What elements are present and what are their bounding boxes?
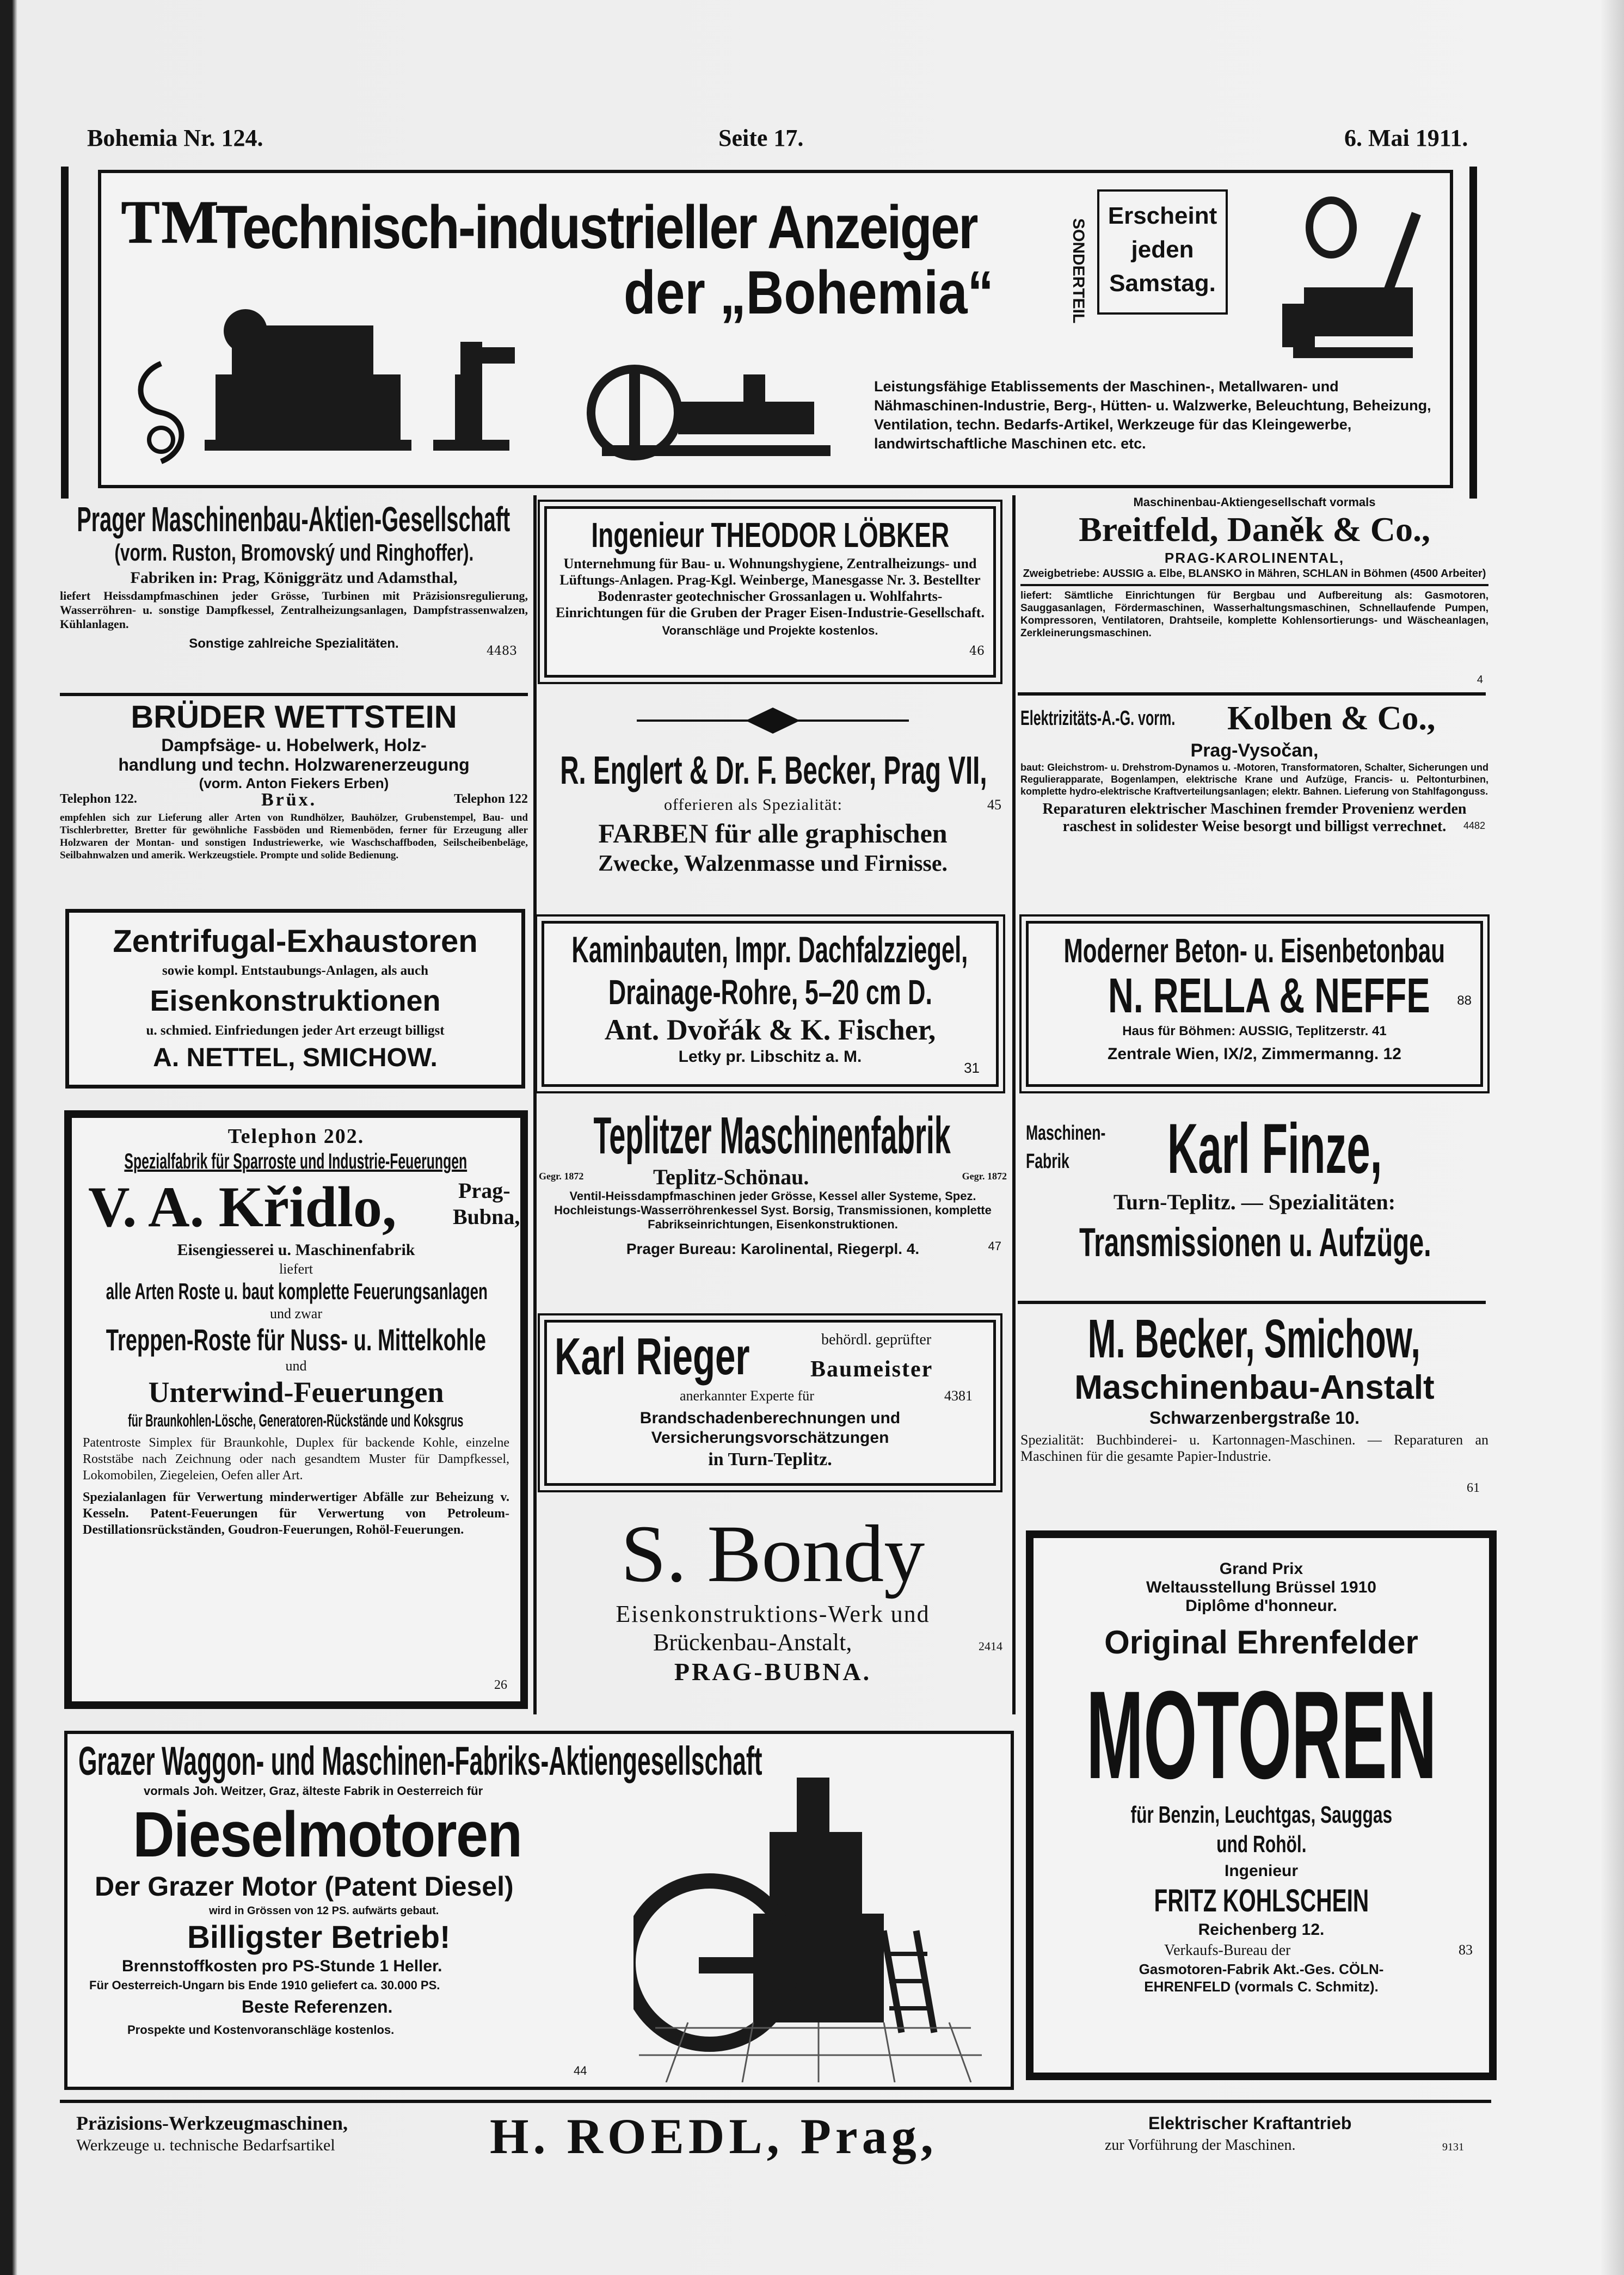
ad-englert-offer-row bbox=[539, 794, 1007, 817]
ad-motoren-line11: EHRENFELD (vormals C. Schmitz). bbox=[1144, 1978, 1379, 1995]
ad-finze-name: Karl Finze, bbox=[1167, 1110, 1382, 1186]
footer-right-line2: zur Vorführung der Maschinen. bbox=[1105, 2137, 1296, 2154]
ad-lobker-footer: Voranschläge und Projekte kostenlos. bbox=[662, 624, 878, 637]
ad-becker-number: 61 bbox=[1467, 1481, 1480, 1495]
ad-prager-body: liefert Heissdampfmaschinen jeder Grösse, Turbinen mit Präzisionsregulierung, Wasserröhren- u. sonstige Dampfkessel, Zentralheizungsanlagen, Dampfstrassenwalzen, Kühlanlagen. bbox=[60, 589, 528, 631]
ad-englert bbox=[539, 702, 1007, 898]
ad-motoren-line5: für Benzin, Leuchtgas, Sauggas bbox=[1130, 1801, 1393, 1828]
banner-right-bar bbox=[1469, 167, 1477, 499]
ad-grazer-title: Grazer Waggon- und Maschinen-Fabriks-Aktiengesellschaft bbox=[78, 1738, 762, 1784]
ad-prager-title: Prager Maschinenbau-Aktien-Gesellschaft bbox=[77, 500, 510, 539]
ad-dvorak bbox=[542, 921, 999, 1087]
ad-rella-central: Zentrale Wien, IX/2, Zimmermanng. 12 bbox=[1108, 1045, 1401, 1063]
ad-rella bbox=[1026, 921, 1483, 1087]
ad-englert-number: 45 bbox=[987, 797, 1001, 813]
ad-dvorak-line1: Kaminbauten, Impr. Dachfalzziegel, bbox=[571, 929, 968, 970]
ad-wettstein-phone-row bbox=[60, 792, 528, 811]
ad-wettstein-city: Brüx. bbox=[261, 790, 317, 810]
ad-becker-line2: Schwarzenbergstraße 10. bbox=[1149, 1408, 1360, 1428]
ad-kridlo-name: V. A. Křidlo, bbox=[88, 1175, 397, 1239]
ad-wettstein bbox=[60, 699, 528, 901]
ad-kridlo bbox=[64, 1110, 528, 1709]
ad-nettel-line3: u. schmied. Einfriedungen jeder Art erzeugt billigst bbox=[146, 1023, 445, 1038]
ad-nettel-title: Zentrifugal-Exhaustoren bbox=[113, 924, 478, 959]
ad-motoren-line3: Diplôme d'honneur. bbox=[1185, 1597, 1337, 1615]
ad-prager-maschinenbau bbox=[60, 500, 528, 693]
ad-grazer-line5: Für Oesterreich-Ungarn bis Ende 1910 geliefert ca. 30.000 PS. bbox=[89, 1978, 440, 1992]
ad-teplitzer-founded-row bbox=[539, 1164, 1007, 1189]
ad-breitfeld-top: Maschinenbau-Aktiengesellschaft vormals bbox=[1133, 495, 1376, 509]
ad-becker bbox=[1020, 1309, 1488, 1499]
divider bbox=[60, 693, 528, 696]
ad-motoren-line4: Original Ehrenfelder bbox=[1104, 1624, 1418, 1661]
banner-schedule-line2: jeden bbox=[1131, 236, 1194, 263]
banner-schedule-line3: Samstag. bbox=[1109, 270, 1216, 297]
ad-motoren-line9: Verkaufs-Bureau der bbox=[1164, 1942, 1291, 1959]
ad-motoren bbox=[1026, 1530, 1497, 2080]
ad-breitfeld-place: PRAG-KAROLINENTAL, bbox=[1164, 550, 1345, 566]
ad-wettstein-line3: (vorm. Anton Fiekers Erben) bbox=[199, 775, 389, 791]
ad-teplitzer-title: Teplitzer Maschinenfabrik bbox=[593, 1108, 951, 1165]
header-date: 6. Mai 1911. bbox=[1344, 125, 1468, 151]
ad-grazer-line1: Der Grazer Motor (Patent Diesel) bbox=[95, 1871, 514, 1902]
ad-motoren-line10: Gasmotoren-Fabrik Akt.-Ges. CÖLN- bbox=[1139, 1961, 1384, 1977]
ad-motoren-line6: und Rohöl. bbox=[1216, 1831, 1307, 1858]
banner-schedule-box bbox=[1097, 189, 1228, 315]
ad-rieger-name: Karl Rieger bbox=[555, 1327, 750, 1386]
ad-nettel-line1: sowie kompl. Entstaubungs-Anlagen, als auch bbox=[162, 963, 428, 978]
divider bbox=[1018, 1301, 1486, 1304]
ad-kridlo-tel: Telephon 202. bbox=[227, 1125, 365, 1148]
ad-kolben-number: 4482 bbox=[1463, 820, 1485, 831]
footer-left-line2: Werkzeuge u. technische Bedarfsartikel bbox=[76, 2136, 335, 2154]
banner-scroll-ornament bbox=[128, 358, 188, 467]
ad-grazer-line6: Beste Referenzen. bbox=[242, 1997, 393, 2016]
ad-grazer bbox=[64, 1731, 1014, 2090]
ad-motoren-name: FRITZ KOHLSCHEIN bbox=[1154, 1883, 1369, 1919]
ad-kridlo-line5: Treppen-Roste für Nuss- u. Mittelkohle bbox=[106, 1323, 486, 1357]
ad-rieger-sub2: Baumeister bbox=[810, 1357, 933, 1382]
divider bbox=[1018, 692, 1486, 696]
ad-motoren-number: 83 bbox=[1459, 1942, 1473, 1958]
ad-englert-ornament bbox=[539, 702, 1007, 740]
ad-teplitzer-place: Teplitz-Schönau. bbox=[653, 1165, 809, 1189]
ad-lobker-title: Ingenieur THEODOR LÖBKER bbox=[591, 515, 950, 555]
ad-wettstein-tel-left: Telephon 122. bbox=[60, 792, 137, 806]
ad-breitfeld-body: liefert: Sämtliche Einrichtungen für Bergbau und Aufbereitung als: Gasmotoren, Sauggasanlagen, Fördermaschinen, Wasserhaltungsmaschinen, Schnellaufende Pumpen, Kompressoren, Ventilatoren, Drahtseile, komplette Kohlensortierungs- und Wäscheanlagen, Zerkleinerungsmaschinen. bbox=[1020, 590, 1488, 639]
ad-finze-line2: Transmissionen u. Aufzüge. bbox=[1079, 1220, 1431, 1265]
ad-bondy-line3: PRAG-BUBNA. bbox=[674, 1658, 872, 1686]
ad-wettstein-title: BRÜDER WETTSTEIN bbox=[131, 699, 457, 735]
ad-kridlo-line4: und zwar bbox=[269, 1306, 322, 1321]
footer-center: H. ROEDL, Prag, bbox=[490, 2108, 938, 2164]
ad-rieger-line1: anerkannter Experte für bbox=[680, 1388, 814, 1404]
ad-rieger-name-row bbox=[555, 1327, 986, 1387]
ad-bondy-line2-row bbox=[539, 1628, 1007, 1657]
ad-motoren-title: MOTOREN bbox=[1086, 1665, 1437, 1805]
divider bbox=[1020, 584, 1488, 586]
banner-left-bar bbox=[61, 167, 69, 499]
ad-finze bbox=[1020, 1110, 1488, 1301]
ad-kridlo-line1: Eisengiesserei u. Maschinenfabrik bbox=[177, 1241, 415, 1259]
ad-breitfeld-branches: Zweigbetriebe: AUSSIG a. Elbe, BLANSKO in Mähren, SCHLAN in Böhmen (4500 Arbeiter) bbox=[1023, 568, 1486, 580]
ad-rieger-expert-row bbox=[555, 1387, 986, 1409]
ad-englert-title: R. Englert & Dr. F. Becker, Prag VII, bbox=[560, 749, 987, 792]
ad-rieger-sub1: behördl. geprüfter bbox=[821, 1331, 932, 1348]
ad-bondy-line2: Brückenbau-Anstalt, bbox=[653, 1629, 852, 1656]
ad-dvorak-name: Ant. Dvořák & K. Fischer, bbox=[604, 1013, 936, 1046]
ad-motoren-line7: Ingenieur bbox=[1224, 1862, 1298, 1880]
ad-nettel bbox=[65, 909, 525, 1089]
ad-kridlo-place1: Prag- bbox=[458, 1179, 510, 1203]
ad-dvorak-number: 31 bbox=[964, 1060, 980, 1076]
banner-schedule-line1: Erscheint bbox=[1108, 202, 1217, 229]
ad-kolben-title-row bbox=[1020, 699, 1488, 740]
ad-teplitzer-number: 47 bbox=[988, 1239, 1001, 1253]
ad-kridlo-line2: liefert bbox=[279, 1261, 313, 1277]
ad-roedl-footer bbox=[60, 2106, 1491, 2210]
ad-prager-number: 4483 bbox=[487, 644, 517, 658]
banner bbox=[98, 170, 1453, 488]
footer-rule-top bbox=[60, 2100, 1491, 2103]
ad-breitfeld bbox=[1020, 494, 1488, 690]
ad-englert-offer: offerieren als Spezialität: bbox=[664, 796, 842, 814]
ad-kridlo-body2: Spezialanlagen für Verwertung minderwertiger Abfälle zur Beheizung v. Kesseln. Patent-Feuerungen für Verwertung von Petroleum-Destillationsrückständen, Goudron-Feuerungen, Rohöl-Feuerungen. bbox=[83, 1490, 509, 1537]
ad-becker-line1: Maschinenbau-Anstalt bbox=[1074, 1369, 1435, 1406]
ad-lobker-number: 46 bbox=[969, 644, 985, 658]
ad-motoren-line8: Reichenberg 12. bbox=[1198, 1921, 1325, 1939]
ad-rella-name-row bbox=[1037, 972, 1472, 1020]
ad-motoren-bureau-row bbox=[1044, 1941, 1478, 1960]
banner-title-line1: Technisch-industrieller Anzeiger bbox=[216, 195, 978, 260]
ad-breitfeld-title: Breitfeld, Daněk & Co., bbox=[1079, 510, 1430, 549]
ad-prager-footer: Sonstige zahlreiche Spezialitäten. bbox=[189, 636, 399, 651]
header-issue: Bohemia Nr. 124. bbox=[87, 125, 263, 151]
ad-nettel-name: A. NETTEL, SMICHOW. bbox=[153, 1043, 438, 1072]
ad-kolben bbox=[1020, 699, 1488, 890]
banner-side-word: SONDERTEIL bbox=[1069, 218, 1087, 324]
ad-rieger bbox=[544, 1320, 996, 1486]
ad-teplitzer-founded-left: Gegr. 1872 bbox=[539, 1171, 584, 1182]
ad-becker-name: M. Becker, Smichow, bbox=[1087, 1309, 1420, 1369]
ad-bondy-line1: Eisenkonstruktions-Werk und bbox=[616, 1601, 930, 1627]
ad-finze-line1: Turn-Teplitz. — Spezialitäten: bbox=[1113, 1190, 1396, 1214]
ad-rella-number: 88 bbox=[1457, 993, 1472, 1008]
ad-kridlo-place2: Bubna, bbox=[453, 1205, 520, 1229]
ad-rella-line1: Moderner Beton- u. Eisenbetonbau bbox=[1063, 932, 1445, 970]
ad-grazer-line2: wird in Grössen von 12 PS. aufwärts gebaut. bbox=[209, 1905, 439, 1917]
ad-teplitzer-body: Ventil-Heissdampfmaschinen jeder Grösse, Kessel aller Systeme, Spez. Hochleistungs-Wasserröhrenkessel Syst. Borsig, Transmissionen, komplette Fabrikseinrichtungen, Eisenkonstruktionen. bbox=[554, 1189, 992, 1231]
ad-motoren-line1: Grand Prix bbox=[1219, 1560, 1303, 1578]
ad-kolben-title-pre: Elektrizitäts-A.-G. vorm. bbox=[1020, 707, 1176, 730]
ad-kridlo-spez: Spezialfabrik für Sparroste und Industrie-Feuerungen bbox=[124, 1149, 467, 1173]
ad-grazer-line7: Prospekte und Kostenvoranschläge kostenlos. bbox=[127, 2023, 395, 2037]
ad-grazer-line3: Billigster Betrieb! bbox=[187, 1920, 451, 1955]
ad-teplitzer-founded-right: Gegr. 1872 bbox=[962, 1171, 1007, 1182]
banner-initial-ornament: ™ bbox=[118, 184, 221, 287]
ad-grazer-big: Dieselmotoren bbox=[133, 1799, 522, 1871]
ad-grazer-number: 44 bbox=[574, 2064, 587, 2077]
ad-teplitzer-bureau: Prager Bureau: Karolinental, Riegerpl. 4. bbox=[626, 1240, 920, 1257]
ad-finze-pre1: Maschinen- bbox=[1026, 1122, 1106, 1145]
ad-englert-line1: FARBEN für alle graphischen bbox=[598, 818, 948, 848]
ad-rieger-line2: Brandschadenberechnungen und Versicherungsvorschätzungen bbox=[639, 1409, 901, 1447]
banner-title-line2: der „Bohemia“ bbox=[624, 260, 994, 325]
footer-number: 9131 bbox=[1442, 2141, 1464, 2153]
ad-kolben-place: Prag-Vysočan, bbox=[1190, 740, 1319, 761]
ad-rieger-line3: in Turn-Teplitz. bbox=[708, 1449, 832, 1469]
ad-kridlo-line6: und bbox=[285, 1358, 307, 1374]
ad-kolben-title: Kolben & Co., bbox=[1227, 700, 1436, 737]
column-rule-1 bbox=[533, 495, 537, 1714]
ad-kridlo-body1: Patentroste Simplex für Braunkohle, Duplex für backende Kohle, einzelne Roststäbe nach Zeichnung oder nach gesandtem Muster für Dampfkessel, Lokomobilen, Ziegeleien, Oefen aller Art. bbox=[83, 1436, 509, 1483]
ad-kolben-repairs: Reparaturen elektrischer Maschinen fremder Provenienz werden raschest in solidester Weise besorgt und billigst verrechnet. bbox=[1042, 801, 1467, 835]
ad-kridlo-line3: alle Arten Roste u. baut komplette Feuerungsanlagen bbox=[106, 1278, 488, 1304]
ad-dvorak-place: Letky pr. Libschitz a. M. bbox=[678, 1048, 862, 1066]
ad-bondy-name: S. Bondy bbox=[620, 1509, 925, 1599]
ad-bondy bbox=[539, 1508, 1007, 1714]
ad-lobker-body: Unternehmung für Bau- u. Wohnungshygiene, Zentralheizungs- und Lüftungs-Anlagen. Prag-Kgl. Weinberge, Manesgasse Nr. 3. Bestellter Bodenraster geotechnischer Grossanlagen u. Wohlfahrts-Einrichtungen für die Gruben der Prager Eisen-Industrie-Gesellschaft. bbox=[556, 556, 985, 620]
ad-englert-line2: Zwecke, Walzenmasse und Firnisse. bbox=[598, 851, 948, 876]
ad-wettstein-tel-right: Telephon 122 bbox=[454, 792, 528, 806]
ad-grazer-sub: vormals Joh. Weitzer, Graz, älteste Fabrik in Oesterreich für bbox=[144, 1784, 483, 1798]
ad-becker-body: Spezialität: Buchbinderei- u. Kartonnagen-Maschinen. — Reparaturen an Maschinen für die gesamte Papier-Industrie. bbox=[1020, 1432, 1488, 1464]
header-page-number: Seite 17. bbox=[718, 125, 804, 151]
ad-kridlo-name-row bbox=[83, 1175, 520, 1240]
banner-right-machine bbox=[1271, 195, 1435, 364]
ad-teplitzer bbox=[539, 1108, 1007, 1303]
banner-description: Leistungsfähige Etablissements der Maschinen-, Metallwaren- und Nähmaschinen-Industrie, Berg-, Hütten- u. Walzwerke, Beleuchtung, Beheizung, Ventilation, techn. Bedarfs-Artikel, Werkzeuge für das Kleingewerbe, landwirtschaftliche Maschinen etc. etc. bbox=[874, 378, 1431, 452]
footer-left-line1: Präzisions-Werkzeugmaschinen, bbox=[76, 2112, 348, 2134]
ad-wettstein-line2: handlung und techn. Holzwarenerzeugung bbox=[118, 755, 470, 774]
ad-kridlo-number: 26 bbox=[494, 1678, 507, 1692]
ad-prager-sub: (vorm. Ruston, Bromovský und Ringhoffer). bbox=[114, 539, 474, 566]
column-rule-2 bbox=[1012, 495, 1016, 1714]
ad-prager-factories: Fabriken in: Prag, Königgrätz und Adamsthal, bbox=[130, 569, 458, 587]
ad-motoren-line2: Weltausstellung Brüssel 1910 bbox=[1146, 1578, 1376, 1596]
ad-kolben-body: baut: Gleichstrom- u. Drehstrom-Dynamos u. -Motoren, Transformatoren, Schalter, Sicherungen und Regulierapparate, Bogenlampen, elektrische Krane und Aufzüge, Francis- u. Peltonturbinen, komplette hydro-elektrische Kraftverteilungsanlagen; elektr. Bahnen. Lieferung von Stahlfagonguss. bbox=[1020, 762, 1488, 797]
ad-grazer-line4: Brennstoffkosten pro PS-Stunde 1 Heller. bbox=[122, 1957, 442, 1975]
ad-kridlo-line8: für Braunkohlen-Lösche, Generatoren-Rückstände und Koksgrus bbox=[128, 1411, 464, 1430]
ad-bondy-number: 2414 bbox=[979, 1639, 1002, 1653]
ad-finze-name-row bbox=[1020, 1110, 1488, 1186]
ad-rella-house: Haus für Böhmen: AUSSIG, Teplitzerstr. 41 bbox=[1122, 1024, 1387, 1038]
ad-wettstein-body: empfehlen sich zur Lieferung aller Arten von Rundhölzer, Bauhölzer, Grubenstempel, Bau- und Tischlerbretter, Bretter für gewöhnliche Fassböden und Riemenböden, ferner für Erzeugung aller Holzwaren der Montan- und sonstigen Industriewerke, wie Waschschaffboden, Seilscheibenbeläge, Seilbahnwalzen und amerik. Werkzeugstiele. Prompte und solide Bedienung. bbox=[60, 812, 528, 861]
ad-breitfeld-number: 4 bbox=[1477, 674, 1483, 686]
ad-rieger-number: 4381 bbox=[944, 1388, 973, 1404]
ad-wettstein-line1: Dampfsäge- u. Hobelwerk, Holz- bbox=[161, 735, 427, 755]
ad-kridlo-line7: Unterwind-Feuerungen bbox=[148, 1376, 444, 1409]
ad-grazer-diesel-engine-illustration bbox=[633, 1767, 993, 2082]
ad-lobker bbox=[544, 506, 996, 678]
footer-right-line1: Elektrischer Kraftantrieb bbox=[1148, 2113, 1352, 2133]
ad-dvorak-line2: Drainage-Rohre, 5–20 cm D. bbox=[608, 973, 932, 1012]
ad-rella-name: N. RELLA & NEFFE bbox=[1108, 972, 1430, 1020]
ad-finze-pre2: Fabrik bbox=[1026, 1150, 1069, 1173]
ad-nettel-line2: Eisenkonstruktionen bbox=[150, 985, 441, 1017]
